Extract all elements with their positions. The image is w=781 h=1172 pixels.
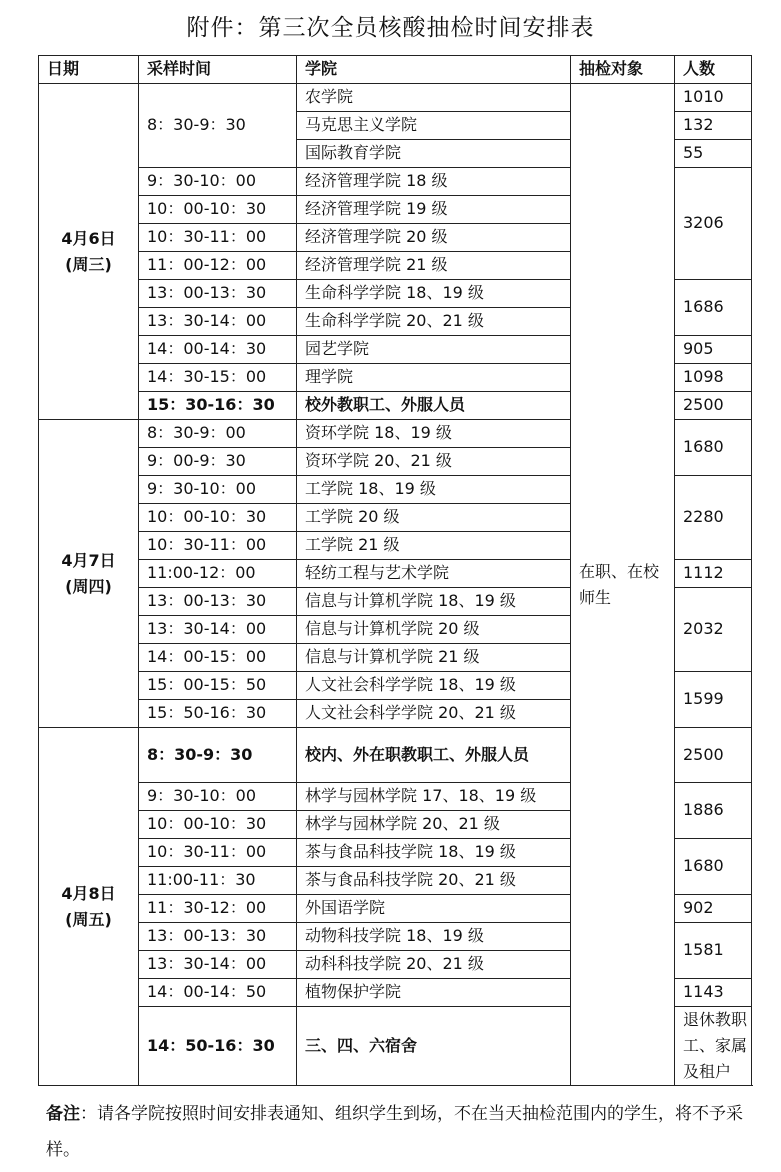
count-cell: 1581 xyxy=(675,923,752,979)
time-cell: 10：00-10：30 xyxy=(139,196,297,224)
header-college: 学院 xyxy=(297,56,571,84)
time-cell: 9：30-10：00 xyxy=(139,168,297,196)
college-cell: 经济管理学院 20 级 xyxy=(297,224,571,252)
college-cell: 经济管理学院 21 级 xyxy=(297,252,571,280)
time-cell: 13：00-13：30 xyxy=(139,280,297,308)
weekday-label: (周四) xyxy=(65,576,112,596)
college-cell: 生命科学学院 20、21 级 xyxy=(297,308,571,336)
college-cell: 茶与食品科技学院 18、19 级 xyxy=(297,839,571,867)
date-cell xyxy=(39,84,139,420)
note-label: 备注 xyxy=(46,1104,80,1124)
time-cell: 8：30-9：00 xyxy=(139,420,297,448)
count-cell: 905 xyxy=(675,336,752,364)
time-cell: 11：30-12：00 xyxy=(139,895,297,923)
header-date: 日期 xyxy=(39,56,139,84)
count-cell: 1680 xyxy=(675,839,752,895)
count-cell: 2500 xyxy=(675,728,752,783)
page-title: 附件：第三次全员核酸抽检时间安排表 xyxy=(186,15,595,41)
target-cell: 退休教职工、家属及租户 xyxy=(675,1007,752,1086)
count-cell: 1143 xyxy=(675,979,752,1007)
time-cell: 13：30-14：00 xyxy=(139,951,297,979)
date-label: 4月7日 xyxy=(61,550,116,570)
college-cell: 资环学院 18、19 级 xyxy=(297,420,571,448)
date-label: 4月6日 xyxy=(61,228,116,248)
time-cell: 9：30-10：00 xyxy=(139,476,297,504)
college-cell: 林学与园林学院 20、21 级 xyxy=(297,811,571,839)
date-cell xyxy=(39,728,139,1086)
count-cell: 1112 xyxy=(675,560,752,588)
date-cell xyxy=(39,420,139,728)
college-cell: 工学院 18、19 级 xyxy=(297,476,571,504)
college-cell: 经济管理学院 19 级 xyxy=(297,196,571,224)
time-cell: 14：00-15：00 xyxy=(139,644,297,672)
time-cell: 13：00-13：30 xyxy=(139,588,297,616)
college-cell: 马克思主义学院 xyxy=(297,112,571,140)
college-cell: 轻纺工程与艺术学院 xyxy=(297,560,571,588)
time-cell: 11:00-11：30 xyxy=(139,867,297,895)
college-cell: 农学院 xyxy=(297,84,571,112)
count-cell: 1886 xyxy=(675,783,752,839)
college-cell: 信息与计算机学院 18、19 级 xyxy=(297,588,571,616)
note-text: ：请各学院按照时间安排表通知、组织学生到场，不在当天抽检范围内的学生，将不予采样。 xyxy=(46,1104,743,1160)
time-cell: 8：30-9：30 xyxy=(139,728,297,783)
time-cell: 13：00-13：30 xyxy=(139,923,297,951)
weekday-label: (周三) xyxy=(65,254,112,274)
time-cell: 10：00-10：30 xyxy=(139,504,297,532)
schedule-table xyxy=(38,55,752,1086)
table-row xyxy=(39,84,752,112)
header-target: 抽检对象 xyxy=(571,56,675,84)
time-cell: 10：30-11：00 xyxy=(139,532,297,560)
weekday-label: (周五) xyxy=(65,909,112,929)
college-cell: 校外教职工、外服人员 xyxy=(297,392,571,420)
college-cell: 人文社会科学学院 18、19 级 xyxy=(297,672,571,700)
college-cell: 经济管理学院 18 级 xyxy=(297,168,571,196)
footnote xyxy=(46,1096,758,1168)
count-cell: 2032 xyxy=(675,588,752,672)
time-cell: 8：30-9：30 xyxy=(139,84,297,168)
date-label: 4月8日 xyxy=(61,883,116,903)
time-cell: 14：00-14：50 xyxy=(139,979,297,1007)
time-cell: 10：30-11：00 xyxy=(139,224,297,252)
count-cell: 2500 xyxy=(675,392,752,420)
count-cell: 2280 xyxy=(675,476,752,560)
time-cell: 9：30-10：00 xyxy=(139,783,297,811)
header-count: 人数 xyxy=(675,56,752,84)
time-cell: 15：00-15：50 xyxy=(139,672,297,700)
count-cell: 902 xyxy=(675,895,752,923)
count-cell: 1686 xyxy=(675,280,752,336)
time-cell: 11:00-12：00 xyxy=(139,560,297,588)
college-cell: 三、四、六宿舍 xyxy=(297,1007,571,1086)
count-cell: 1599 xyxy=(675,672,752,728)
time-cell: 14：50-16：30 xyxy=(139,1007,297,1086)
count-cell: 55 xyxy=(675,140,752,168)
header-time: 采样时间 xyxy=(139,56,297,84)
target-cell: 在职、在校师生 xyxy=(571,84,675,1086)
college-cell: 林学与园林学院 17、18、19 级 xyxy=(297,783,571,811)
college-cell: 园艺学院 xyxy=(297,336,571,364)
count-cell: 132 xyxy=(675,112,752,140)
college-cell: 信息与计算机学院 21 级 xyxy=(297,644,571,672)
count-cell: 1098 xyxy=(675,364,752,392)
time-cell: 14：00-14：30 xyxy=(139,336,297,364)
college-cell: 校内、外在职教职工、外服人员 xyxy=(297,728,571,783)
count-cell: 1680 xyxy=(675,420,752,476)
college-cell: 工学院 20 级 xyxy=(297,504,571,532)
college-cell: 茶与食品科技学院 20、21 级 xyxy=(297,867,571,895)
college-cell: 人文社会科学学院 20、21 级 xyxy=(297,700,571,728)
college-cell: 生命科学学院 18、19 级 xyxy=(297,280,571,308)
college-cell: 资环学院 20、21 级 xyxy=(297,448,571,476)
college-cell: 理学院 xyxy=(297,364,571,392)
college-cell: 信息与计算机学院 20 级 xyxy=(297,616,571,644)
time-cell: 15：30-16：30 xyxy=(139,392,297,420)
time-cell: 13：30-14：00 xyxy=(139,616,297,644)
count-cell: 1010 xyxy=(675,84,752,112)
time-cell: 9：00-9：30 xyxy=(139,448,297,476)
time-cell: 15：50-16：30 xyxy=(139,700,297,728)
college-cell: 工学院 21 级 xyxy=(297,532,571,560)
count-cell: 3206 xyxy=(675,168,752,280)
time-cell: 13：30-14：00 xyxy=(139,308,297,336)
college-cell: 外国语学院 xyxy=(297,895,571,923)
time-cell: 14：30-15：00 xyxy=(139,364,297,392)
college-cell: 动科科技学院 20、21 级 xyxy=(297,951,571,979)
college-cell: 植物保护学院 xyxy=(297,979,571,1007)
time-cell: 10：00-10：30 xyxy=(139,811,297,839)
college-cell: 动物科技学院 18、19 级 xyxy=(297,923,571,951)
time-cell: 10：30-11：00 xyxy=(139,839,297,867)
header-row xyxy=(39,56,752,84)
time-cell: 11：00-12：00 xyxy=(139,252,297,280)
college-cell: 国际教育学院 xyxy=(297,140,571,168)
